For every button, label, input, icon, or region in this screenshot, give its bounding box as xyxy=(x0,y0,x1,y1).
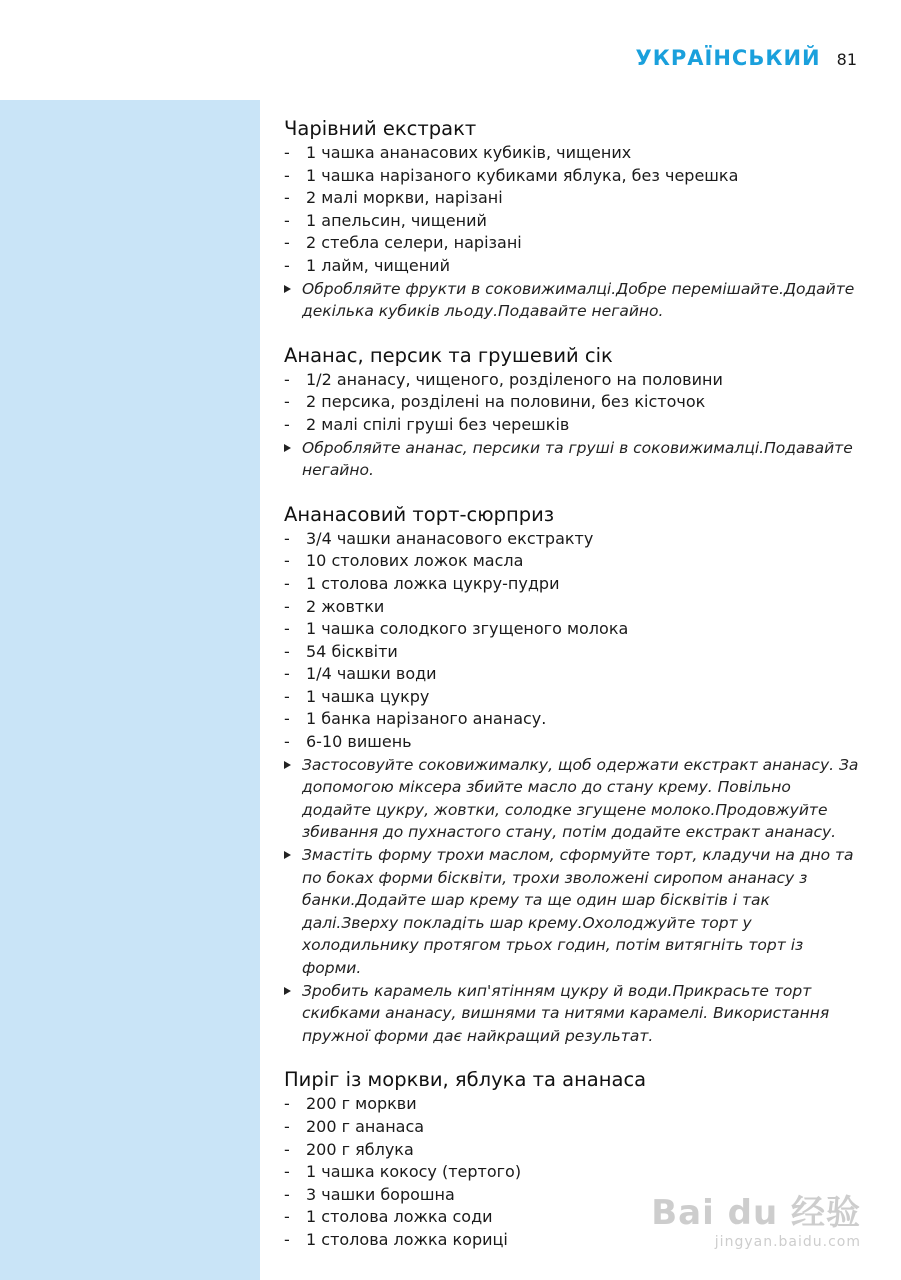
dash-bullet: - xyxy=(284,1094,290,1114)
ingredient-text: 1 столова ложка цукру-пудри xyxy=(306,573,560,593)
dash-bullet: - xyxy=(284,210,290,230)
ingredient-item xyxy=(284,573,864,596)
dash-bullet: - xyxy=(284,709,290,729)
page-number: 81 xyxy=(836,50,857,69)
ingredient-text: 1 столова ложка соди xyxy=(306,1207,493,1227)
dash-bullet: - xyxy=(284,641,290,661)
ingredient-text: 1/4 чашки води xyxy=(306,664,437,684)
recipe-section xyxy=(284,343,864,482)
instruction-text: Застосовуйте соковижималку, щоб одержати екстракт ананасу. За допомогою міксера збийте масло до стану крему. Повільно додайте цукру, жовтки, солодке згущене молоко.Продовжуйте збивання до пухнастого стану, потім додайте екстракт ананасу. xyxy=(302,755,859,842)
ingredient-item xyxy=(284,528,864,551)
ingredient-item xyxy=(284,210,864,233)
dash-bullet: - xyxy=(284,255,290,275)
instruction-list xyxy=(284,754,864,1048)
ingredient-item xyxy=(284,641,864,664)
ingredient-text: 1/2 ананасу, чищеного, розділеного на половини xyxy=(306,369,723,389)
ingredient-text: 1 чашка кокосу (тертого) xyxy=(306,1162,522,1182)
dash-bullet: - xyxy=(284,233,290,253)
ingredient-text: 10 столових ложок масла xyxy=(306,551,524,571)
triangle-bullet-icon xyxy=(284,761,291,769)
ingredient-list xyxy=(284,142,864,278)
recipe-title: Ананасовий торт-сюрприз xyxy=(284,502,555,526)
ingredient-text: 1 чашка цукру xyxy=(306,686,430,706)
instruction-item xyxy=(284,278,864,323)
dash-bullet: - xyxy=(284,414,290,434)
ingredient-item xyxy=(284,1093,864,1116)
triangle-bullet-icon xyxy=(284,851,291,859)
ingredient-item xyxy=(284,663,864,686)
triangle-bullet-icon xyxy=(284,285,291,293)
watermark-logo: Bai du 经验 xyxy=(651,1193,861,1233)
recipe-title: Чарівний екстракт xyxy=(284,117,477,140)
ingredient-text: 2 стебла селери, нарізані xyxy=(306,233,522,253)
ingredient-text: 1 апельсин, чищений xyxy=(306,210,487,230)
instruction-list xyxy=(284,437,864,482)
ingredient-item xyxy=(284,618,864,641)
ingredient-item xyxy=(284,1139,864,1162)
ingredient-item xyxy=(284,187,864,210)
dash-bullet: - xyxy=(284,392,290,412)
dash-bullet: - xyxy=(284,1207,290,1227)
recipe-section xyxy=(284,116,864,323)
ingredient-list xyxy=(284,528,864,754)
instruction-text: Зробить карамель кип'ятінням цукру й води.Прикрасьте торт скибками ананасу, вишнями та нитями карамелі. Використання пружної форми дає найкращий результат. xyxy=(302,981,830,1045)
dash-bullet: - xyxy=(284,664,290,684)
ingredient-text: 1 чашка ананасових кубиків, чищених xyxy=(306,143,632,162)
recipe-content xyxy=(284,116,864,1272)
ingredient-text: 6-10 вишень xyxy=(306,732,412,752)
ingredient-item xyxy=(284,1161,864,1184)
dash-bullet: - xyxy=(284,551,290,571)
ingredient-item xyxy=(284,1116,864,1139)
ingredient-item xyxy=(284,686,864,709)
ingredient-text: 3/4 чашки ананасового екстракту xyxy=(306,528,594,548)
dash-bullet: - xyxy=(284,1229,290,1249)
dash-bullet: - xyxy=(284,596,290,616)
dash-bullet: - xyxy=(284,1139,290,1159)
ingredient-text: 200 г ананаса xyxy=(306,1116,425,1136)
ingredient-item xyxy=(284,391,864,414)
sidebar-panel xyxy=(0,100,260,1280)
ingredient-item xyxy=(284,165,864,188)
ingredient-text: 2 малі спілі груші без черешків xyxy=(306,414,570,434)
ingredient-item xyxy=(284,550,864,573)
dash-bullet: - xyxy=(284,619,290,639)
ingredient-text: 2 персика, розділені на половини, без кісточок xyxy=(306,392,706,412)
recipe-title: Пиріг із моркви, яблука та ананаса xyxy=(284,1068,647,1092)
instruction-item xyxy=(284,437,864,482)
instruction-text: Обробляйте ананас, персики та груші в соковижималці.Подавайте негайно. xyxy=(302,438,853,480)
ingredient-text: 54 бісквіти xyxy=(306,641,398,661)
dash-bullet: - xyxy=(284,165,290,185)
ingredient-text: 200 г моркви xyxy=(306,1094,417,1114)
dash-bullet: - xyxy=(284,188,290,208)
ingredient-item xyxy=(284,708,864,731)
ingredient-item xyxy=(284,731,864,754)
ingredient-item xyxy=(284,414,864,437)
ingredient-item xyxy=(284,142,864,165)
ingredient-item xyxy=(284,232,864,255)
dash-bullet: - xyxy=(284,369,290,389)
dash-bullet: - xyxy=(284,528,290,548)
dash-bullet: - xyxy=(284,573,290,593)
page-header xyxy=(636,46,857,70)
dash-bullet: - xyxy=(284,1184,290,1204)
instruction-item xyxy=(284,754,864,844)
ingredient-text: 200 г яблука xyxy=(306,1139,414,1159)
ingredient-text: 1 лайм, чищений xyxy=(306,255,450,275)
dash-bullet: - xyxy=(284,686,290,706)
recipe-title: Ананас, персик та грушевий сік xyxy=(284,343,613,367)
watermark xyxy=(651,1185,861,1250)
instruction-item xyxy=(284,844,864,980)
language-title: УКРАЇНСЬКИЙ xyxy=(635,46,821,70)
ingredient-text: 1 банка нарізаного ананасу. xyxy=(306,709,547,729)
triangle-bullet-icon xyxy=(284,444,291,452)
ingredient-text: 1 чашка нарізаного кубиками яблука, без черешка xyxy=(306,165,739,185)
dash-bullet: - xyxy=(284,1116,290,1136)
dash-bullet: - xyxy=(284,1162,290,1182)
instruction-text: Змастіть форму трохи маслом, сформуйте торт, кладучи на дно та по боках форми бісквіти, трохи зволожені сиропом ананасу з банки.Додайте шар крему та ще один шар бісквітів і так далі.Зверху покладіть шар крему.Охолоджуйте торт у холодильнику протягом трьох годин, потім витягніть торт із форми. xyxy=(302,846,854,977)
ingredient-text: 1 чашка солодкого згущеного молока xyxy=(306,619,629,639)
watermark-url: jingyan.baidu.com xyxy=(714,1234,861,1250)
ingredient-text: 1 столова ложка кориці xyxy=(306,1229,508,1249)
instruction-list xyxy=(284,278,864,323)
recipe-section xyxy=(284,502,864,1048)
dash-bullet: - xyxy=(284,732,290,752)
instruction-text: Обробляйте фрукти в соковижималці.Добре перемішайте.Додайте декілька кубиків льоду.Подавайте негайно. xyxy=(302,279,855,321)
dash-bullet: - xyxy=(284,143,290,162)
ingredient-item xyxy=(284,255,864,278)
ingredient-item xyxy=(284,596,864,619)
ingredient-text: 2 малі моркви, нарізані xyxy=(306,188,503,208)
ingredient-list xyxy=(284,369,864,437)
instruction-item xyxy=(284,980,864,1048)
ingredient-item xyxy=(284,369,864,392)
triangle-bullet-icon xyxy=(284,987,291,995)
ingredient-text: 3 чашки борошна xyxy=(306,1184,455,1204)
ingredient-text: 2 жовтки xyxy=(306,596,385,616)
